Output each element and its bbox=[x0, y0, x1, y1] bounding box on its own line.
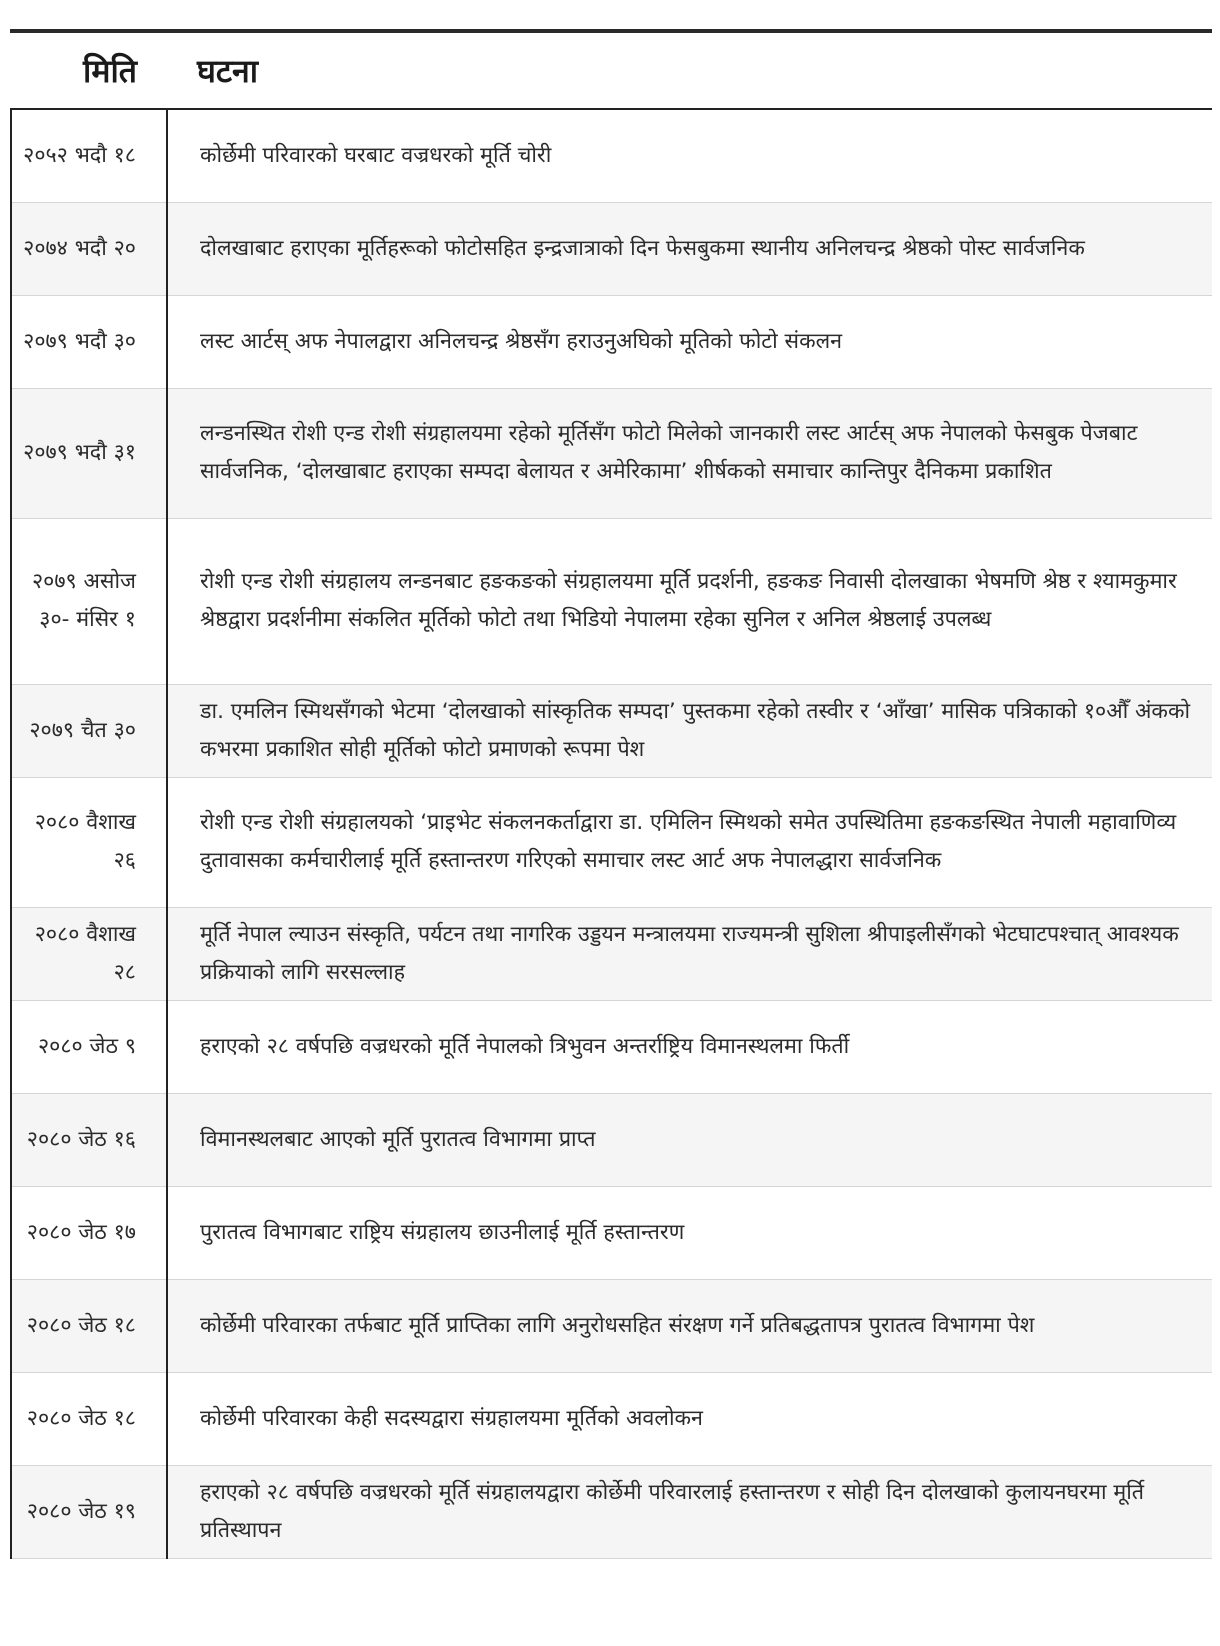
row-event: दोलखाबाट हराएका मूर्तिहरूको फोटोसहित इन्द्रजात्राको दिन फेसबुकमा स्थानीय अनिलचन्द्र श्रेष्ठको पोस्ट सार्वजनिक bbox=[167, 202, 1212, 295]
row-event: लस्ट आर्टस् अफ नेपालद्वारा अनिलचन्द्र श्रेष्ठसँग हराउनुअघिको मूतिको फोटो संकलन bbox=[167, 295, 1212, 388]
row-date: २०८० जेठ १९ bbox=[11, 1465, 167, 1558]
timeline-table bbox=[10, 33, 1212, 1559]
column-header-event: घटना bbox=[167, 33, 1212, 109]
row-event: कोर्छेमी परिवारका केही सदस्यद्वारा संग्रहालयमा मूर्तिको अवलोकन bbox=[167, 1372, 1212, 1465]
row-event: लन्डनस्थित रोशी एन्ड रोशी संग्रहालयमा रहेको मूर्तिसँग फोटो मिलेको जानकारी लस्ट आर्टस् अफ नेपालको फेसबुक पेजबाट सार्वजनिक, ‘दोलखाबाट हराएका सम्पदा बेलायत र अमेरिकामा’ शीर्षकको समाचार कान्तिपुर दैनिकमा प्रकाशित bbox=[167, 388, 1212, 518]
table-row bbox=[11, 684, 1212, 777]
table-row bbox=[11, 1279, 1212, 1372]
row-date: २०८० जेठ १६ bbox=[11, 1093, 167, 1186]
table-row bbox=[11, 1186, 1212, 1279]
table-row bbox=[11, 109, 1212, 202]
timeline-table-container bbox=[10, 29, 1212, 1559]
table-row bbox=[11, 777, 1212, 907]
row-event: हराएको २८ वर्षपछि वज्रधरको मूर्ति संग्रहालयद्वारा कोर्छेमी परिवारलाई हस्तान्तरण र सोही दिन दोलखाको कुलायनघरमा मूर्ति प्रतिस्थापन bbox=[167, 1465, 1212, 1558]
row-date: २०७९ असोज ३०- मंसिर १ bbox=[11, 518, 167, 684]
table-row bbox=[11, 202, 1212, 295]
row-date: २०७९ भदौ ३० bbox=[11, 295, 167, 388]
row-date: २०७४ भदौ २० bbox=[11, 202, 167, 295]
table-row bbox=[11, 295, 1212, 388]
table-row bbox=[11, 1000, 1212, 1093]
row-event: पुरातत्व विभागबाट राष्ट्रिय संग्रहालय छाउनीलाई मूर्ति हस्तान्तरण bbox=[167, 1186, 1212, 1279]
row-date: २०८० जेठ १८ bbox=[11, 1372, 167, 1465]
row-event: रोशी एन्ड रोशी संग्रहालयको ‘प्राइभेट संकलनकर्ताद्वारा डा. एमिलिन स्मिथको समेत उपस्थितिमा हङकङस्थित नेपाली महावाणिव्य दुतावासका कर्मचारीलाई मूर्ति हस्तान्तरण गरिएको समाचार लस्ट आर्ट अफ नेपालद्धारा सार्वजनिक bbox=[167, 777, 1212, 907]
row-event: विमानस्थलबाट आएको मूर्ति पुरातत्व विभागमा प्राप्त bbox=[167, 1093, 1212, 1186]
row-event: कोर्छेमी परिवारका तर्फबाट मूर्ति प्राप्तिका लागि अनुरोधसहित संरक्षण गर्ने प्रतिबद्धतापत्र पुरातत्व विभागमा पेश bbox=[167, 1279, 1212, 1372]
table-row bbox=[11, 388, 1212, 518]
table-row bbox=[11, 1093, 1212, 1186]
row-date: २०८० वैशाख २६ bbox=[11, 777, 167, 907]
table-row bbox=[11, 1465, 1212, 1558]
column-header-date: मिति bbox=[11, 33, 167, 109]
table-row bbox=[11, 518, 1212, 684]
row-date: २०५२ भदौ १८ bbox=[11, 109, 167, 202]
table-row bbox=[11, 1372, 1212, 1465]
row-event: कोर्छेमी परिवारको घरबाट वज्रधरको मूर्ति चोरी bbox=[167, 109, 1212, 202]
row-date: २०८० जेठ ९ bbox=[11, 1000, 167, 1093]
row-date: २०८० जेठ १७ bbox=[11, 1186, 167, 1279]
row-date: २०७९ चैत ३० bbox=[11, 684, 167, 777]
table-row bbox=[11, 907, 1212, 1000]
row-event: रोशी एन्ड रोशी संग्रहालय लन्डनबाट हङकङको संग्रहालयमा मूर्ति प्रदर्शनी, हङकङ निवासी दोलखाका भेषमणि श्रेष्ठ र श्यामकुमार श्रेष्ठद्वारा प्रदर्शनीमा संकलित मूर्तिको फोटो तथा भिडियो नेपालमा रहेका सुनिल र अनिल श्रेष्ठलाई उपलब्ध bbox=[167, 518, 1212, 684]
row-date: २०७९ भदौ ३१ bbox=[11, 388, 167, 518]
row-date: २०८० वैशाख २८ bbox=[11, 907, 167, 1000]
table-header bbox=[11, 33, 1212, 109]
row-date: २०८० जेठ १८ bbox=[11, 1279, 167, 1372]
row-event: डा. एमलिन स्मिथसँगको भेटमा ‘दोलखाको सांस्कृतिक सम्पदा’ पुस्तकमा रहेको तस्वीर र ‘आँखा’ मासिक पत्रिकाको १०औँ अंकको कभरमा प्रकाशित सोही मूर्तिको फोटो प्रमाणको रूपमा पेश bbox=[167, 684, 1212, 777]
row-event: हराएको २८ वर्षपछि वज्रधरको मूर्ति नेपालको त्रिभुवन अन्तर्राष्ट्रिय विमानस्थलमा फिर्ती bbox=[167, 1000, 1212, 1093]
row-event: मूर्ति नेपाल ल्याउन संस्कृति, पर्यटन तथा नागरिक उड्डयन मन्त्रालयमा राज्यमन्त्री सुशिला श्रीपाइलीसँगको भेटघाटपश्चात् आवश्यक प्रक्रियाको लागि सरसल्लाह bbox=[167, 907, 1212, 1000]
table-body bbox=[11, 109, 1212, 1558]
